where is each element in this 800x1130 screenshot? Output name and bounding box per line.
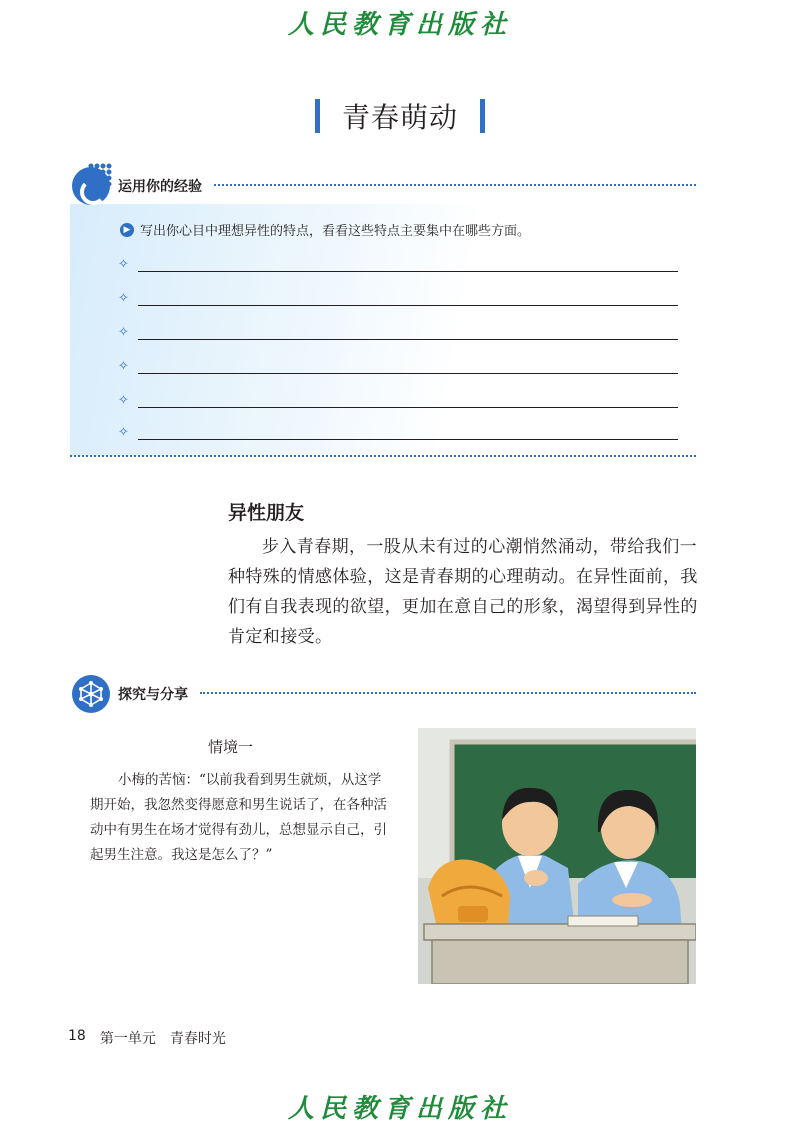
title-bar-left — [315, 99, 320, 133]
experience-section-label: 运用你的经验 — [118, 179, 202, 195]
section-heading: 异性朋友 — [228, 502, 305, 524]
experience-section-header — [72, 166, 696, 206]
explore-section-label: 探究与分享 — [118, 687, 188, 703]
unit-name: 第一单元 — [99, 1031, 156, 1047]
arrow-right-icon: ▶ — [120, 223, 134, 237]
answer-line[interactable] — [118, 392, 678, 408]
title-bar-right — [480, 99, 485, 133]
star-bullet-icon: ✧ — [118, 325, 129, 340]
explore-section-header — [72, 674, 696, 714]
publisher-logo-bottom: 人民教育出版社 — [287, 1094, 512, 1124]
case-text: 小梅的苦恼：“以前我看到男生就烦，从这学期开始，我忽然变得愿意和男生说话了，在各种活动中有男生在场才觉得有劲儿，总想显示自己，引起男生注意。我这是怎么了？” — [90, 772, 387, 863]
star-bullet-icon: ✧ — [118, 393, 129, 408]
section-divider — [70, 455, 696, 457]
body-paragraph: 步入青春期，一股从未有过的心潮悄然涌动，带给我们一种特殊的情感体验，这是青春期的心理萌动。在异性面前，我们有自我表现的欲望，更加在意自己的形象，渴望得到异性的肯定和接受。 — [228, 537, 698, 647]
answer-line[interactable] — [118, 424, 678, 440]
star-bullet-icon: ✧ — [118, 291, 129, 306]
section-divider — [214, 184, 696, 188]
publisher-logo-top: 人民教育出版社 — [287, 10, 512, 40]
answer-line[interactable] — [118, 324, 678, 340]
page-title-block — [0, 96, 800, 136]
answer-line[interactable] — [118, 358, 678, 374]
star-bullet-icon: ✧ — [118, 425, 129, 440]
answer-line[interactable] — [118, 290, 678, 306]
experience-badge-icon — [72, 167, 110, 205]
star-bullet-icon: ✧ — [118, 359, 129, 374]
page-title: 青春萌动 — [341, 101, 458, 134]
case-title: 情境一 — [208, 738, 254, 756]
instruction-text: 写出你心目中理想异性的特点，看看这些特点主要集中在哪些方面。 — [140, 224, 531, 239]
section-divider — [200, 692, 696, 696]
page-number: 18 — [68, 1028, 86, 1044]
experience-instruction — [120, 220, 530, 239]
explore-badge-icon — [72, 675, 110, 713]
classroom-illustration — [418, 728, 696, 984]
star-bullet-icon: ✧ — [118, 257, 129, 272]
page-footer — [68, 1028, 226, 1048]
answer-line[interactable] — [118, 256, 678, 272]
unit-title: 青春时光 — [169, 1031, 226, 1047]
